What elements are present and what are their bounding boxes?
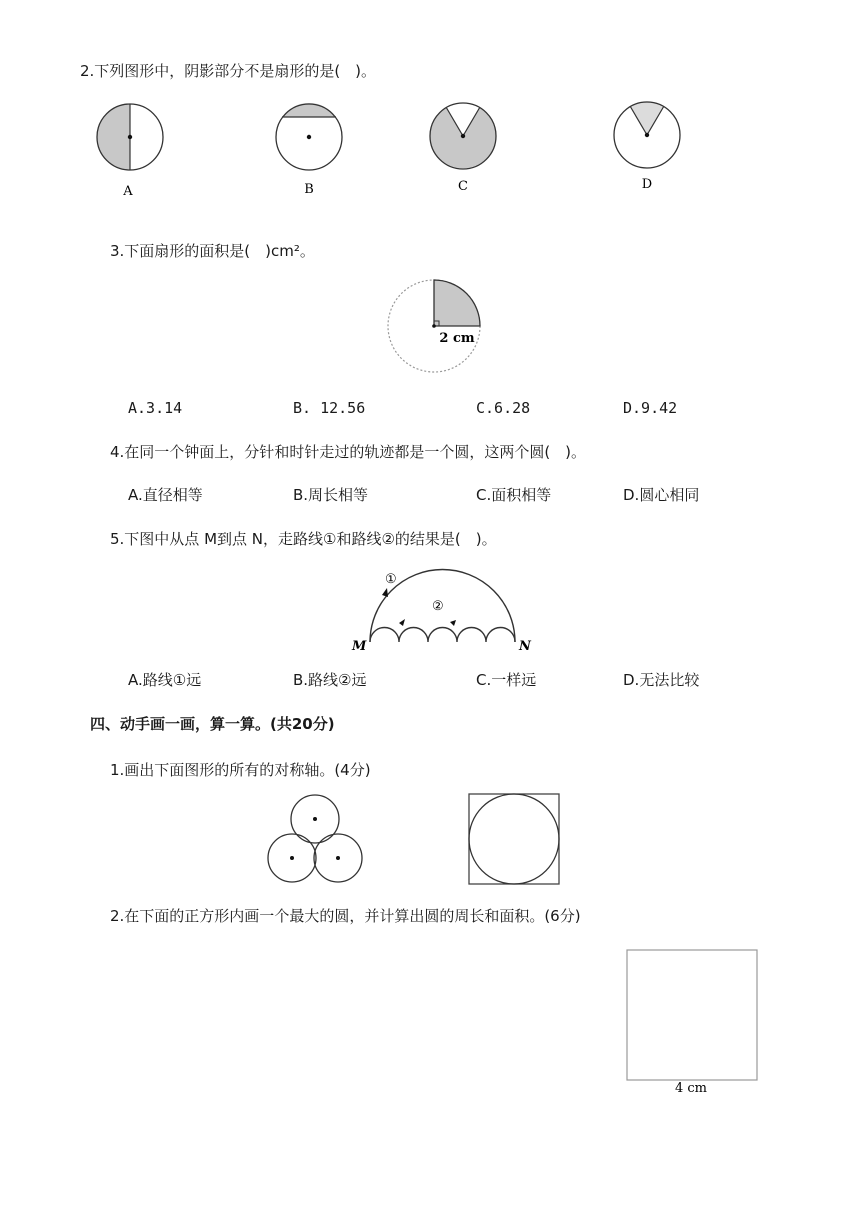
q3-text: 3.下面扇形的面积是( )cm²。 bbox=[110, 242, 315, 260]
q4-option-c[interactable]: C.面积相等 bbox=[476, 486, 552, 504]
q2-text: 2.下列图形中，阴影部分不是扇形的是( )。 bbox=[80, 62, 377, 80]
arrow-icon bbox=[399, 619, 405, 626]
q5-option-c[interactable]: C.一样远 bbox=[476, 671, 537, 689]
section-4-part-2: 2.在下面的正方形内画一个最大的圆，并计算出圆的周长和面积。(6分) bbox=[110, 907, 581, 925]
center-dot bbox=[307, 135, 311, 139]
section-4-part-1: 1.画出下面图形的所有的对称轴。(4分) bbox=[110, 761, 371, 779]
point-m-label: M bbox=[352, 639, 367, 654]
q4-text: 4.在同一个钟面上，分针和时针走过的轨迹都是一个圆，这两个圆( )。 bbox=[110, 443, 587, 461]
center-dot bbox=[461, 134, 465, 138]
center-dot bbox=[645, 133, 649, 137]
center-dot bbox=[432, 324, 436, 328]
q3-figure bbox=[385, 276, 485, 376]
q3-option-c[interactable]: C.6.28 bbox=[476, 399, 531, 417]
empty-square-figure bbox=[624, 948, 760, 1098]
radius-label: 2 cm bbox=[439, 331, 475, 346]
quarter-sector bbox=[434, 280, 480, 326]
center-dot bbox=[128, 135, 132, 139]
q5-route-figure bbox=[345, 565, 535, 655]
q4-option-a[interactable]: A.直径相等 bbox=[128, 486, 203, 504]
q5-text: 5.下图中从点 M到点 N，走路线①和路线②的结果是( )。 bbox=[110, 530, 497, 548]
q3-option-d[interactable]: D.9.42 bbox=[623, 399, 678, 417]
arrow-icon bbox=[450, 620, 456, 626]
arrow-icon bbox=[382, 588, 388, 597]
q5-option-b[interactable]: B.路线②远 bbox=[293, 671, 367, 689]
three-circles-figure bbox=[262, 792, 368, 886]
q4-option-d[interactable]: D.圆心相同 bbox=[623, 486, 700, 504]
square-side-label: 4 cm bbox=[674, 1081, 708, 1096]
label-a: A bbox=[123, 184, 133, 199]
label-c: C bbox=[458, 179, 468, 194]
route-1-label: ① bbox=[385, 572, 397, 587]
route-2-arcs bbox=[370, 628, 515, 643]
label-b: B bbox=[304, 182, 314, 197]
q2-figure-b bbox=[272, 100, 352, 200]
square-circle-figure bbox=[467, 792, 561, 886]
center-dot bbox=[336, 856, 340, 860]
center-dot bbox=[313, 817, 317, 821]
q2-figure-d bbox=[612, 98, 692, 198]
q2-figure-c bbox=[428, 100, 508, 200]
route-2-label: ② bbox=[432, 599, 444, 614]
sector-shade bbox=[630, 101, 664, 135]
q3-option-a[interactable]: A.3.14 bbox=[128, 399, 183, 417]
q4-option-b[interactable]: B.周长相等 bbox=[293, 486, 369, 504]
point-n-label: N bbox=[519, 639, 531, 654]
half-circle-shade bbox=[97, 104, 130, 170]
inscribed-circle bbox=[469, 794, 559, 884]
q5-option-a[interactable]: A.路线①远 bbox=[128, 671, 202, 689]
center-dot bbox=[290, 856, 294, 860]
q5-option-d[interactable]: D.无法比较 bbox=[623, 671, 700, 689]
square-outline bbox=[627, 950, 757, 1080]
q3-option-b[interactable]: B. 12.56 bbox=[293, 399, 366, 417]
q2-figure-a bbox=[95, 100, 175, 200]
section-4-title: 四、动手画一画，算一算。(共20分) bbox=[90, 715, 335, 733]
label-d: D bbox=[641, 177, 653, 192]
